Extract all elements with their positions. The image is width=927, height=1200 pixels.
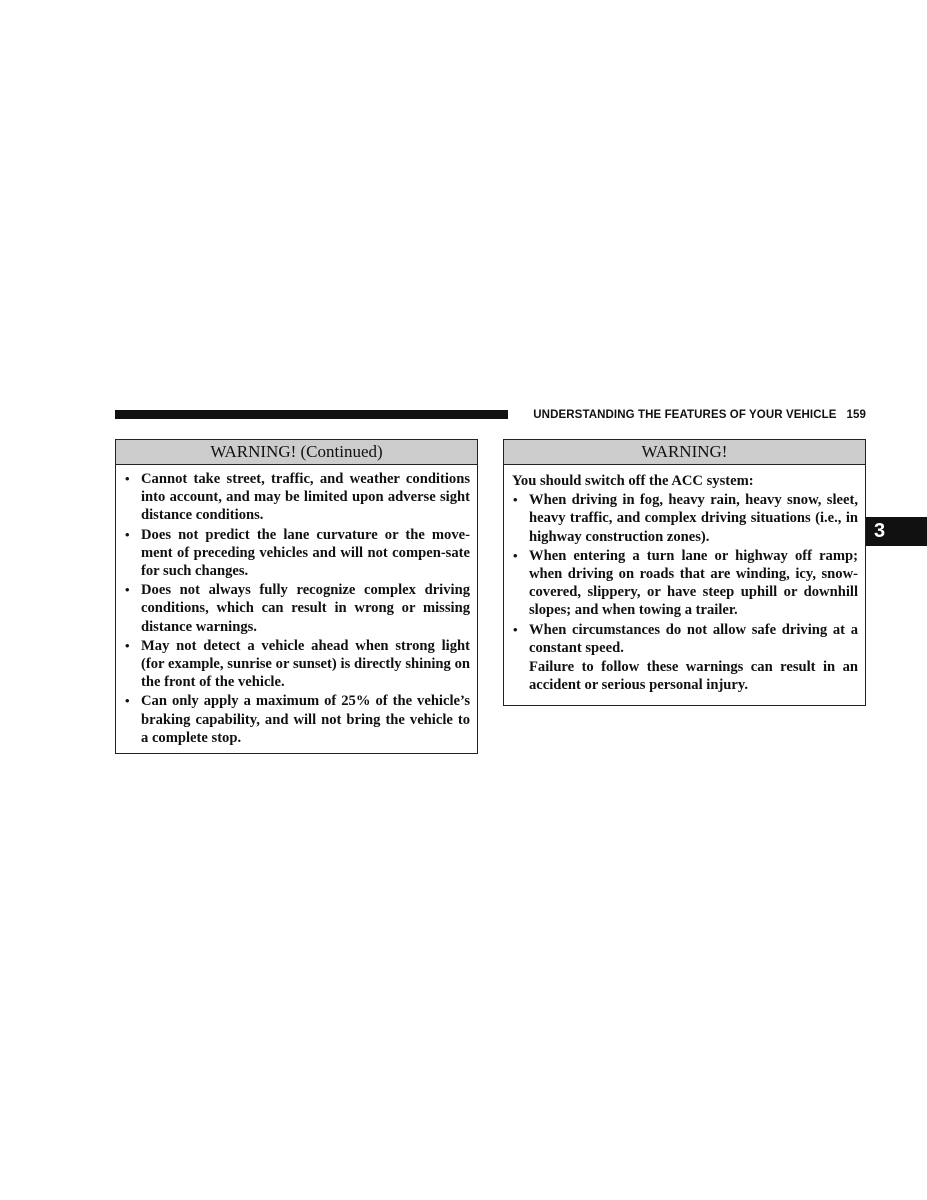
list-item <box>124 637 470 692</box>
chapter-tab <box>866 517 927 546</box>
list-item-text: Cannot take street, traffic, and weather conditions into account, and may be limited upon adverse sight distance conditions. <box>141 471 470 524</box>
warning-intro: You should switch off the ACC system: <box>512 473 754 489</box>
bullet-icon: • <box>125 471 130 486</box>
bullet-icon: • <box>125 637 130 653</box>
warning-continued-title: WARNING! (Continued) <box>116 440 477 465</box>
list-item-text: When driving in fog, heavy rain, heavy snow, sleet, heavy traffic, and complex driving situations (i.e., in highway construction zones). <box>529 492 858 545</box>
bullet-icon: • <box>513 621 518 637</box>
warning-continued-box <box>115 439 478 754</box>
list-item <box>512 547 858 620</box>
section-title: UNDERSTANDING THE FEATURES OF YOUR VEHICLE <box>533 409 837 421</box>
header-rule <box>115 410 508 419</box>
warning-box <box>503 439 866 706</box>
list-item-text: When circumstances do not allow safe driving at a constant speed. <box>529 621 858 656</box>
list-item-text: May not detect a vehicle ahead when strong light (for example, sunrise or sunset) is directly shining on the front of the vehicle. <box>141 637 470 691</box>
warning-body <box>504 465 865 694</box>
list-item-text: Does not always fully recognize complex driving conditions, which can result in wrong or missing distance warnings. <box>141 582 470 635</box>
running-header <box>515 407 866 423</box>
warning-list <box>512 491 858 657</box>
warning-closing: Failure to follow these warnings can result in an accident or serious personal injury. <box>529 659 858 694</box>
bullet-icon: • <box>513 492 518 508</box>
warning-continued-list <box>124 470 470 747</box>
list-item <box>124 526 470 581</box>
list-item-text: When entering a turn lane or highway off ramp; when driving on roads that are winding, icy, snow-covered, slippery, or have steep uphill or downhill slopes; and when towing a trailer. <box>529 547 858 619</box>
list-item-text: Does not predict the lane curvature or the move-ment of preceding vehicles and will not compen-sate for such changes. <box>141 526 470 580</box>
warning-title: WARNING! <box>504 440 865 465</box>
chapter-number: 3 <box>874 520 886 542</box>
bullet-icon: • <box>513 547 518 563</box>
warning-continued-body <box>116 465 477 747</box>
list-item <box>512 621 858 657</box>
list-item <box>124 581 470 636</box>
bullet-icon: • <box>125 526 130 542</box>
list-item-text: Can only apply a maximum of 25% of the vehicle’s braking capability, and will not bring the vehicle to a complete stop. <box>141 693 470 746</box>
bullet-icon: • <box>125 582 130 598</box>
list-item <box>512 491 858 546</box>
page-number: 159 <box>846 409 866 421</box>
list-item <box>124 470 470 525</box>
bullet-icon: • <box>125 693 130 709</box>
list-item <box>124 692 470 747</box>
